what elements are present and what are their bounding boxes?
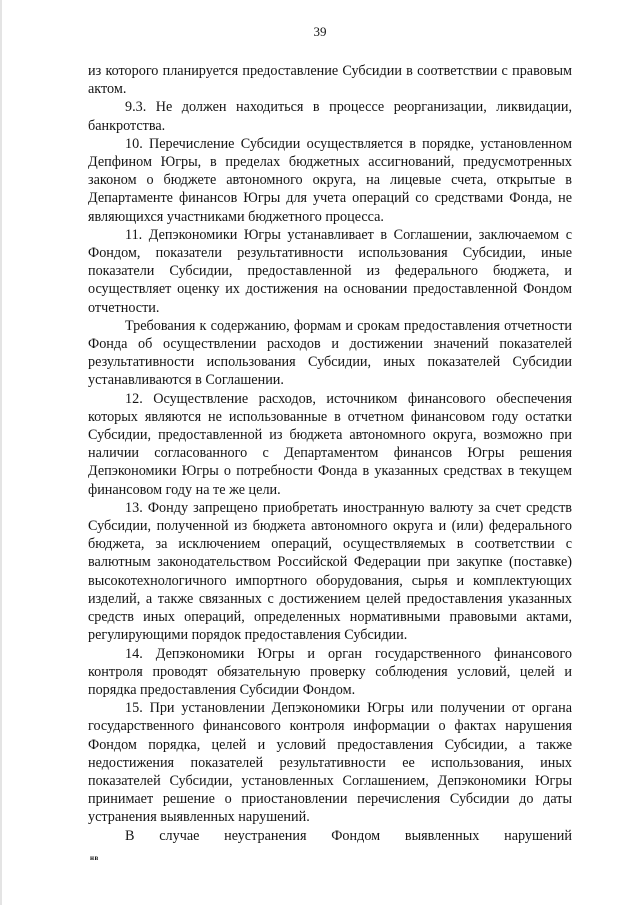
paragraph-15-continuation: В случае неустранения Фондом выявленных нарушений bbox=[125, 827, 572, 844]
paragraph-12: 12. Осуществление расходов, источником финансового обеспечения которых являются не использованные в отчетном финансовом году остатки Субсидии, предоставленной из бюджета автономного округа, возможно при наличии согласованного с Департаментом финансов Югры решения Депэкономики Югры о потребности Фонда в указанных средствах в текущем финансовом году на те же цели. bbox=[88, 390, 572, 498]
paragraph-13: 13. Фонду запрещено приобретать иностранную валюту за счет средств Субсидии, полученной из бюджета автономного округа и (или) федерального бюджета, за исключением операций, осуществляемых в соответствии с валютным законодательством Российской Федерации при закупке (поставке) высокотехнологичного импортного оборудования, сырья и комплектующих изделий, а также связанных с достижением целей предоставления указанных средств иных операций, определенных нормативными правовыми актами, регулирующими порядок предоставления Субсидии. bbox=[88, 499, 572, 644]
paragraph-9-3: 9.3. Не должен находиться в процессе реорганизации, ликвидации, банкротства. bbox=[88, 99, 572, 134]
paragraph-15: 15. При установлении Депэкономики Югры или получении от органа государственного финансового контроля информации о фактах нарушения Фондом порядка, целей и условий предоставления Субсидии, а также недостижения показателей результативности ее использования, иных показателей Субсидии, установленных Соглашением, Депэкономики Югры принимает решение о приостановлении перечисления Субсидии до даты устранения выявленных нарушений. bbox=[88, 700, 572, 826]
page-number: 39 bbox=[313, 24, 327, 39]
paragraph-continuation: из которого планируется предоставление Субсидии в соответствии с правовым актом. bbox=[88, 63, 572, 98]
scan-edge bbox=[0, 0, 2, 905]
paragraph-14: 14. Депэкономики Югры и орган государственного финансового контроля проводят обязательную проверку соблюдения условий, целей и порядка предоставления Субсидии Фондом. bbox=[88, 645, 572, 698]
paragraph-11-requirements: Требования к содержанию, формам и срокам предоставления отчетности Фонда об осуществлении расходов и достижении значений показателей результативности использования Субсидии, иных показателей Субсидии устанавливаются в Соглашении. bbox=[88, 317, 572, 389]
paragraph-11: 11. Депэкономики Югры устанавливает в Соглашении, заключаемом с Фондом, показатели результативности использования Субсидии, иные показатели Субсидии, предоставленной из федерального бюджета, и осуществляет оценку их достижения на основании предоставленной Фондом отчетности. bbox=[88, 226, 572, 316]
paragraph-10: 10. Перечисление Субсидии осуществляется в порядке, установленном Депфином Югры, в пределах бюджетных ассигнований, предусмотренных законом о бюджете автономного округа, на лицевые счета, открытые в Департаменте финансов Югры для учета операций со средствами Фонда, не являющихся участниками бюджетного процесса. bbox=[88, 135, 572, 225]
document-body bbox=[88, 62, 572, 845]
footer-mark: нв bbox=[90, 854, 99, 862]
